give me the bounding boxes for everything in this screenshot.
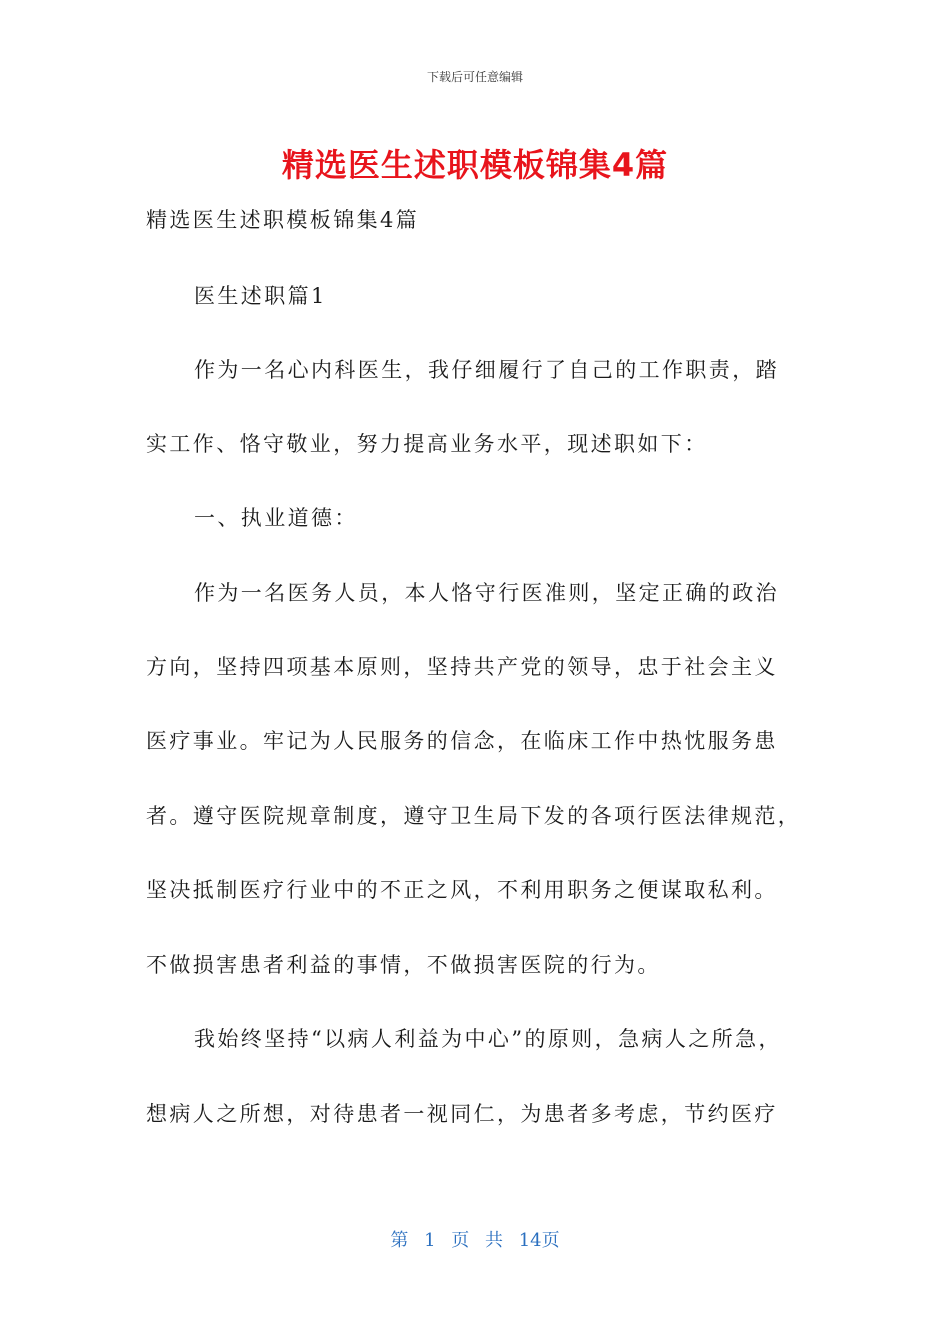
subsection-heading: 一、执业道德： [194,506,358,530]
paragraph-line: 坚决抵制医疗行业中的不正之风，不利用职务之便谋取私利。 [146,878,778,902]
paragraph-line: 想病人之所想，对待患者一视同仁，为患者多考虑，节约医疗 [146,1102,778,1126]
header-note: 下载后可任意编辑 [426,70,523,84]
paragraph-line: 作为一名医务人员，本人恪守行医准则，坚定正确的政治 [194,581,779,605]
paragraph-line: 方向，坚持四项基本原则，坚持共产党的领导，忠于社会主义 [146,655,778,679]
document-title: 精选医生述职模板锦集4篇 [281,146,669,184]
paragraph-line: 不做损害患者利益的事情，不做损害医院的行为。 [146,953,661,977]
section-heading: 医生述职篇1 [194,284,327,308]
paragraph-line: 者。遵守医院规章制度，遵守卫生局下发的各项行医法律规范， [146,804,802,828]
paragraph-line: 医疗事业。牢记为人民服务的信念，在临床工作中热忱服务患 [146,729,778,753]
paragraph-line: 我始终坚持“以病人利益为中心”的原则，急病人之所急， [194,1027,782,1051]
subtitle-line: 精选医生述职模板锦集4篇 [146,208,420,232]
page-footer: 第 1 页 共 14页 [390,1230,560,1251]
paragraph-line: 作为一名心内科医生，我仔细履行了自己的工作职责，踏 [194,358,779,382]
paragraph-line: 实工作、恪守敬业，努力提高业务水平，现述职如下： [146,432,708,456]
